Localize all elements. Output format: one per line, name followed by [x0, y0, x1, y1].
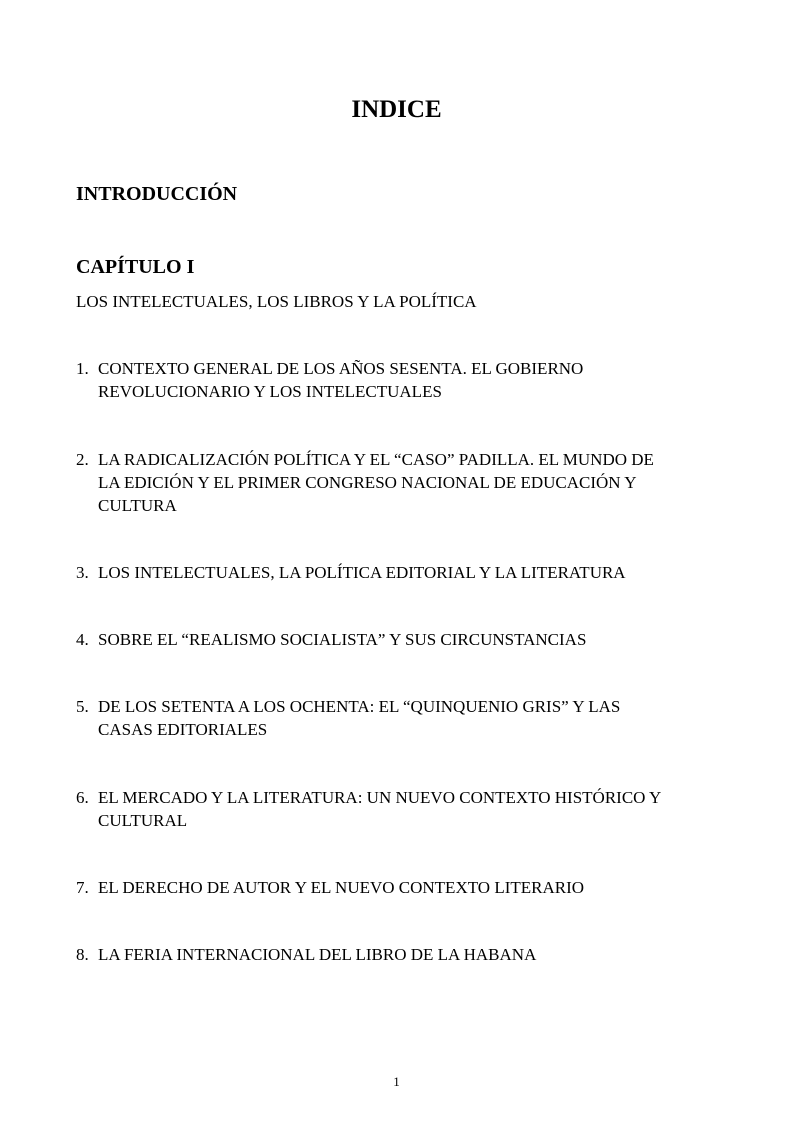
- toc-item-line: CONTEXTO GENERAL DE LOS AÑOS SESENTA. EL GOBIERNO: [98, 359, 584, 378]
- toc-item-number: 2.: [76, 450, 89, 469]
- toc-item-8: [76, 943, 726, 966]
- toc-item-line: REVOLUCIONARIO Y LOS INTELECTUALES: [98, 382, 442, 401]
- toc-item-text: [98, 695, 726, 741]
- toc-item-number: 1.: [76, 359, 89, 378]
- toc-item-line: LA EDICIÓN Y EL PRIMER CONGRESO NACIONAL DE EDUCACIÓN Y: [98, 473, 637, 492]
- toc-item-5: [76, 695, 726, 741]
- toc-item-line: LA FERIA INTERNACIONAL DEL LIBRO DE LA HABANA: [98, 945, 537, 964]
- toc-item-text: [98, 628, 726, 651]
- page-title: INDICE: [351, 96, 442, 123]
- toc-item-6: [76, 786, 726, 832]
- toc-item-1: [76, 357, 726, 403]
- toc-item-text: [98, 786, 726, 832]
- toc-item-text: [98, 448, 726, 517]
- toc-item-text: [98, 357, 726, 403]
- toc-item-number: 8.: [76, 945, 89, 964]
- toc-item-number: 6.: [76, 788, 89, 807]
- toc-item-7: [76, 876, 726, 899]
- toc-item-line: CULTURAL: [98, 811, 188, 830]
- toc-item-line: LOS INTELECTUALES, LA POLÍTICA EDITORIAL Y LA LITERATURA: [98, 563, 626, 582]
- toc-item-line: CASAS EDITORIALES: [98, 720, 268, 739]
- toc-item-line: DE LOS SETENTA A LOS OCHENTA: EL “QUINQUENIO GRIS” Y LAS: [98, 697, 621, 716]
- chapter-subtitle: LOS INTELECTUALES, LOS LIBROS Y LA POLÍTICA: [76, 292, 477, 311]
- toc-item-number: 3.: [76, 563, 89, 582]
- introduction-heading: INTRODUCCIÓN: [76, 183, 238, 205]
- toc-item-line: LA RADICALIZACIÓN POLÍTICA Y EL “CASO” PADILLA. EL MUNDO DE: [98, 450, 654, 469]
- toc-item-text: [98, 943, 726, 966]
- toc-item-line: CULTURA: [98, 496, 177, 515]
- toc-item-4: [76, 628, 726, 651]
- toc-item-text: [98, 876, 726, 899]
- toc-item-line: EL MERCADO Y LA LITERATURA: UN NUEVO CONTEXTO HISTÓRICO Y: [98, 788, 662, 807]
- chapter-heading: CAPÍTULO I: [76, 256, 195, 278]
- toc-item-3: [76, 561, 726, 584]
- toc-item-number: 7.: [76, 878, 89, 897]
- toc-item-line: SOBRE EL “REALISMO SOCIALISTA” Y SUS CIRCUNSTANCIAS: [98, 630, 587, 649]
- toc-item-text: [98, 561, 726, 584]
- toc-item-number: 5.: [76, 697, 89, 716]
- page-number: 1: [393, 1074, 400, 1089]
- toc-item-line: EL DERECHO DE AUTOR Y EL NUEVO CONTEXTO LITERARIO: [98, 878, 585, 897]
- toc-item-number: 4.: [76, 630, 89, 649]
- toc-item-2: [76, 448, 726, 517]
